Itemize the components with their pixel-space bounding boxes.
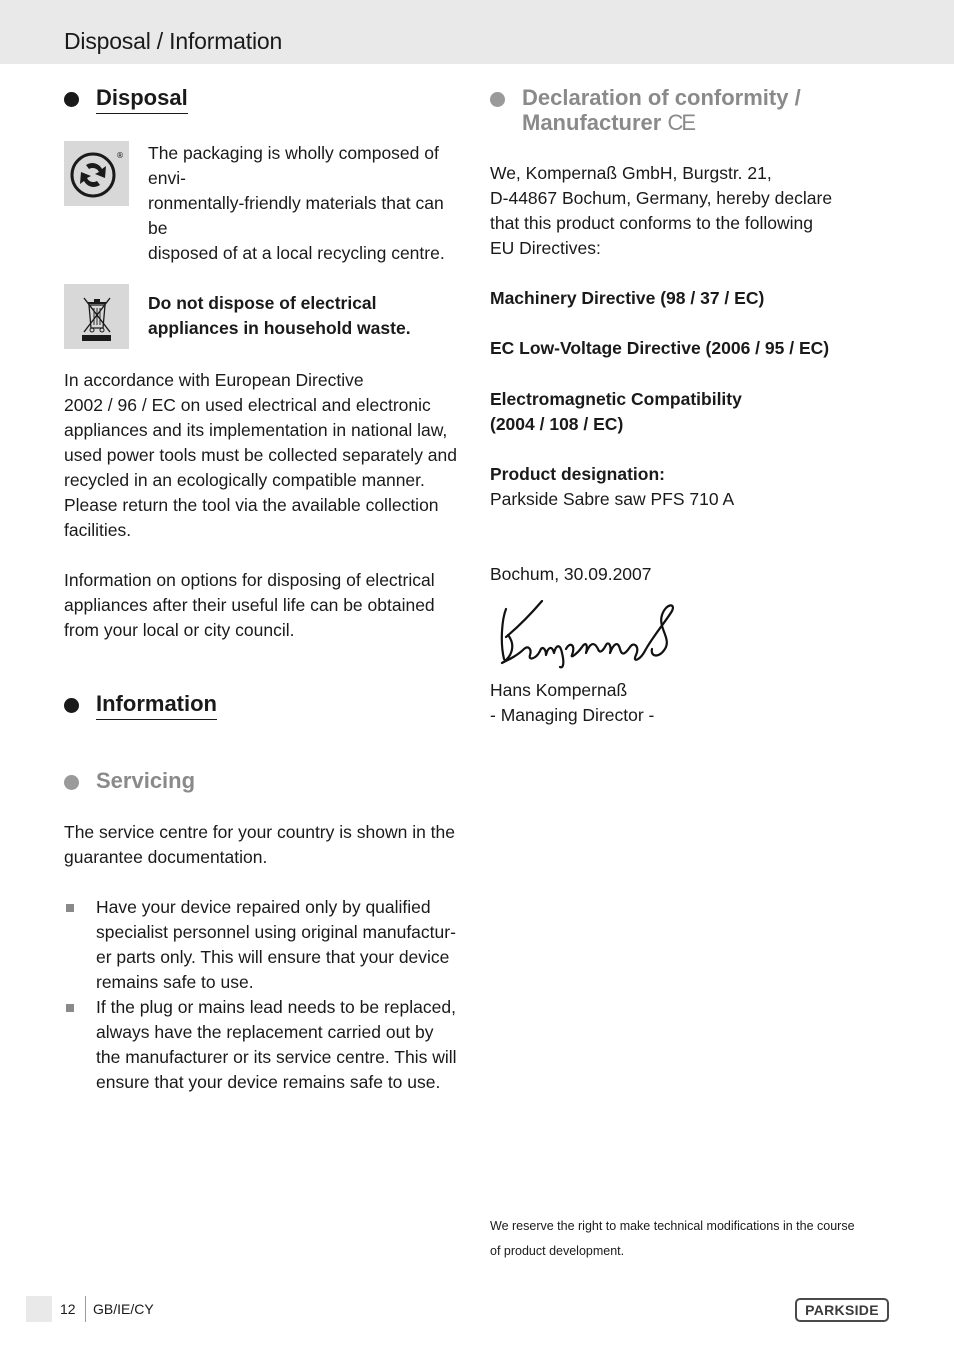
- square-bullet-icon: [66, 1004, 74, 1012]
- disposal-heading: [64, 80, 464, 114]
- right-column: [490, 80, 890, 728]
- directive-low-voltage: EC Low-Voltage Directive (2006 / 95 / EC): [490, 338, 830, 358]
- page-title: Disposal / Information: [64, 28, 283, 54]
- servicing-list: [64, 895, 464, 1095]
- weee-warning: Do not dispose of electrical appliances in household waste.: [148, 293, 411, 338]
- disposal-paragraph-2: Information on options for disposing of electrical appliances after their useful life can be obtained from your local or city council.: [64, 570, 435, 640]
- square-bullet-icon: [66, 904, 74, 912]
- declaration-heading-text: Declaration of conformity / Manufacturer CE: [522, 85, 801, 135]
- footer-divider: [85, 1296, 86, 1322]
- recycling-text: The packaging is wholly composed of envi- ronmentally-friendly materials that can be disposed of at a local recycling centre.: [148, 143, 445, 263]
- parkside-logo: PARKSIDE: [795, 1298, 889, 1322]
- weee-notice: [64, 284, 464, 349]
- list-item: Have your device repaired only by qualified specialist personnel using original manufactur- er parts only. This will ensure that your device remains safe to use.: [64, 895, 464, 995]
- recycle-icon: [64, 141, 129, 206]
- list-item: If the plug or mains lead needs to be replaced, always have the replacement carried out by the manufacturer or its service centre. This will ensure that your device remains safe to use.: [64, 995, 464, 1095]
- section-bullet-icon: [64, 775, 79, 790]
- disposal-heading-text: Disposal: [96, 80, 188, 114]
- page-number: 12: [60, 1301, 76, 1317]
- region-code: GB/IE/CY: [93, 1301, 154, 1317]
- section-bullet-icon: [490, 92, 505, 107]
- place-date: Bochum, 30.09.2007: [490, 564, 652, 584]
- product-designation: Product designation: Parkside Sabre saw PFS 710 A: [490, 464, 735, 509]
- crossed-bin-icon: [64, 284, 129, 349]
- signature: [490, 597, 890, 671]
- information-heading: [64, 686, 464, 720]
- declaration-intro: We, Kompernaß GmbH, Burgstr. 21, D-44867 Bochum, Germany, hereby declare that this product conforms to the following EU Directives:: [490, 163, 833, 258]
- section-bullet-icon: [64, 92, 79, 107]
- servicing-heading: [64, 763, 464, 793]
- declaration-heading: [490, 80, 890, 135]
- signer: Hans Kompernaß - Managing Director -: [490, 680, 655, 725]
- information-heading-text: Information: [96, 686, 217, 720]
- servicing-intro: The service centre for your country is shown in the guarantee documentation.: [64, 822, 456, 867]
- left-column: [64, 80, 464, 1095]
- technical-modifications-note: We reserve the right to make technical modifications in the course of product development.: [490, 1219, 855, 1258]
- servicing-heading-text: Servicing: [96, 768, 196, 793]
- section-bullet-icon: [64, 698, 79, 713]
- ce-mark-icon: CE: [667, 110, 695, 135]
- directive-machinery: Machinery Directive (98 / 37 / EC): [490, 288, 765, 308]
- recycling-notice: [64, 141, 464, 266]
- disposal-paragraph-1: In accordance with European Directive 2002 / 96 / EC on used electrical and electronic appliances and its implementation in national law, used power tools must be collected separately and recycled in an ecologically compatible manner. Please return the tool via the available collection facilities.: [64, 370, 458, 540]
- directive-emc: Electromagnetic Compatibility (2004 / 108 / EC): [490, 389, 742, 434]
- footer-marker: [26, 1296, 52, 1322]
- registered-mark: ®: [116, 151, 124, 160]
